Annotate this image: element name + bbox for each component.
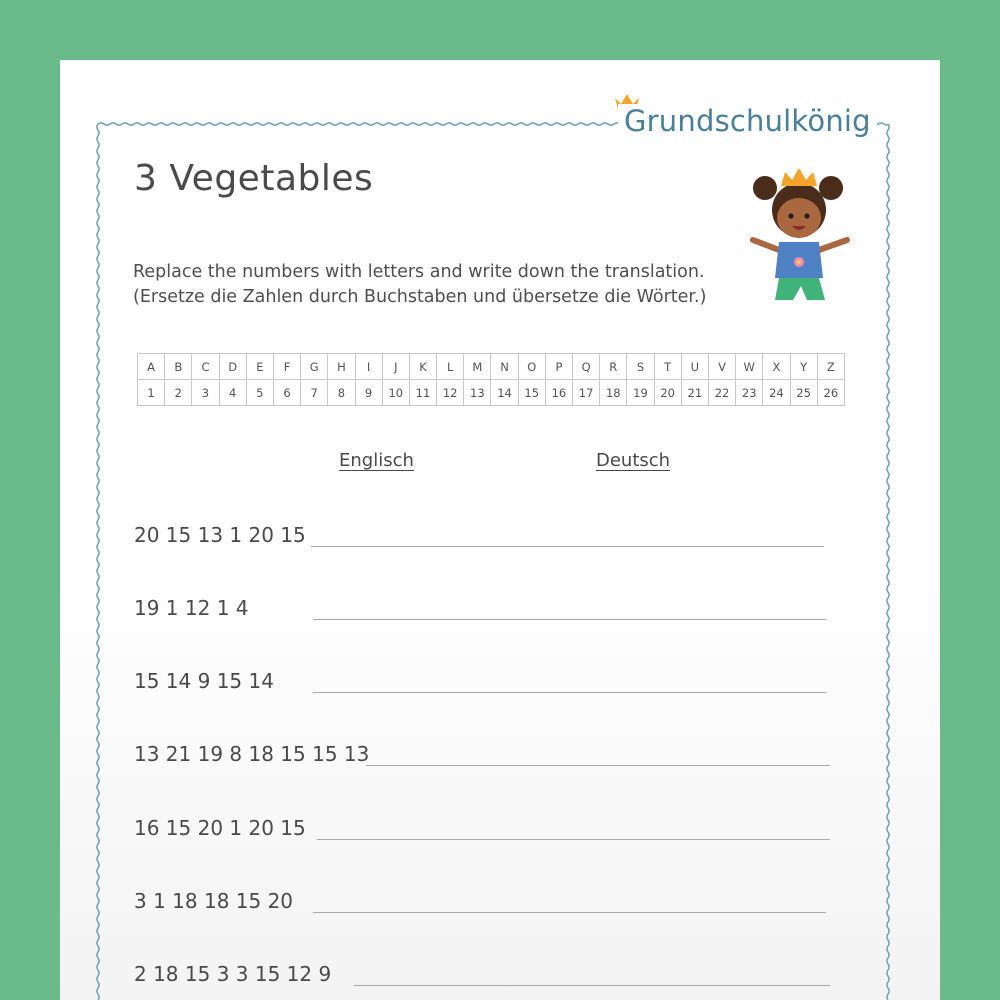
letter-cell: D: [219, 354, 246, 380]
number-cell: 17: [573, 380, 600, 406]
number-code: 15 14 9 15 14: [134, 669, 274, 693]
number-code: 19 1 12 1 4: [134, 596, 249, 620]
number-cell: 11: [409, 380, 436, 406]
number-cell: 25: [790, 380, 817, 406]
letter-cell: P: [545, 354, 572, 380]
number-cell: 24: [763, 380, 790, 406]
number-cell: 9: [355, 380, 382, 406]
answer-line[interactable]: [313, 619, 826, 620]
letter-cell: R: [600, 354, 627, 380]
number-code: 16 15 20 1 20 15: [134, 816, 306, 840]
number-cell: 4: [219, 380, 246, 406]
number-cell: 19: [627, 380, 654, 406]
number-cell: 23: [736, 380, 763, 406]
number-cell: 21: [681, 380, 708, 406]
numbers-row: [138, 380, 845, 406]
number-cell: 8: [328, 380, 355, 406]
letters-row: [138, 354, 845, 380]
letter-cell: X: [763, 354, 790, 380]
number-cell: 3: [192, 380, 219, 406]
worksheet: [60, 60, 940, 1000]
answer-line[interactable]: [313, 912, 826, 913]
letter-cell: C: [192, 354, 219, 380]
letter-cell: N: [491, 354, 518, 380]
letter-cell: V: [708, 354, 735, 380]
letter-cell: E: [246, 354, 273, 380]
page-title: 3 Vegetables: [134, 158, 374, 199]
instructions: [133, 260, 706, 310]
english-header: Englisch: [339, 450, 414, 471]
number-cell: 22: [708, 380, 735, 406]
number-cell: 5: [246, 380, 273, 406]
number-code: 20 15 13 1 20 15: [134, 523, 306, 547]
german-header: Deutsch: [596, 450, 671, 471]
letter-cell: Y: [790, 354, 817, 380]
letter-cell: B: [165, 354, 192, 380]
letter-cell: Z: [817, 354, 844, 380]
letter-cell: H: [328, 354, 355, 380]
number-cell: 15: [518, 380, 545, 406]
answer-line[interactable]: [313, 692, 826, 693]
brand-logo: Grundschulkönig: [618, 104, 877, 138]
letter-cell: L: [437, 354, 464, 380]
letter-cell: Q: [573, 354, 600, 380]
letter-cell: W: [736, 354, 763, 380]
number-code: 2 18 15 3 3 15 12 9: [134, 962, 332, 986]
number-cell: 20: [654, 380, 681, 406]
letter-cell: M: [464, 354, 491, 380]
alphabet-table: [137, 353, 845, 406]
letter-cell: F: [273, 354, 300, 380]
letter-cell: K: [409, 354, 436, 380]
number-cell: 6: [273, 380, 300, 406]
number-code: 13 21 19 8 18 15 15 13: [134, 742, 370, 766]
number-code: 3 1 18 18 15 20: [134, 889, 294, 913]
letter-cell: I: [355, 354, 382, 380]
answer-line[interactable]: [354, 985, 830, 986]
answer-line[interactable]: [366, 765, 830, 766]
number-cell: 7: [301, 380, 328, 406]
number-cell: 16: [545, 380, 572, 406]
number-cell: 18: [600, 380, 627, 406]
letter-cell: T: [654, 354, 681, 380]
letter-cell: J: [382, 354, 409, 380]
number-cell: 1: [138, 380, 165, 406]
number-cell: 12: [437, 380, 464, 406]
instruction-english: Replace the numbers with letters and write down the translation.: [133, 262, 705, 282]
answer-line[interactable]: [311, 546, 824, 547]
girl-illustration-icon: [745, 158, 855, 308]
number-cell: 14: [491, 380, 518, 406]
number-cell: 2: [165, 380, 192, 406]
letter-cell: A: [138, 354, 165, 380]
instruction-german: (Ersetze die Zahlen durch Buchstaben und übersetze die Wörter.): [133, 287, 707, 307]
number-cell: 26: [817, 380, 844, 406]
number-cell: 13: [464, 380, 491, 406]
letter-cell: S: [627, 354, 654, 380]
letter-cell: U: [681, 354, 708, 380]
number-cell: 10: [382, 380, 409, 406]
letter-cell: O: [518, 354, 545, 380]
letter-cell: G: [301, 354, 328, 380]
answer-line[interactable]: [317, 839, 830, 840]
